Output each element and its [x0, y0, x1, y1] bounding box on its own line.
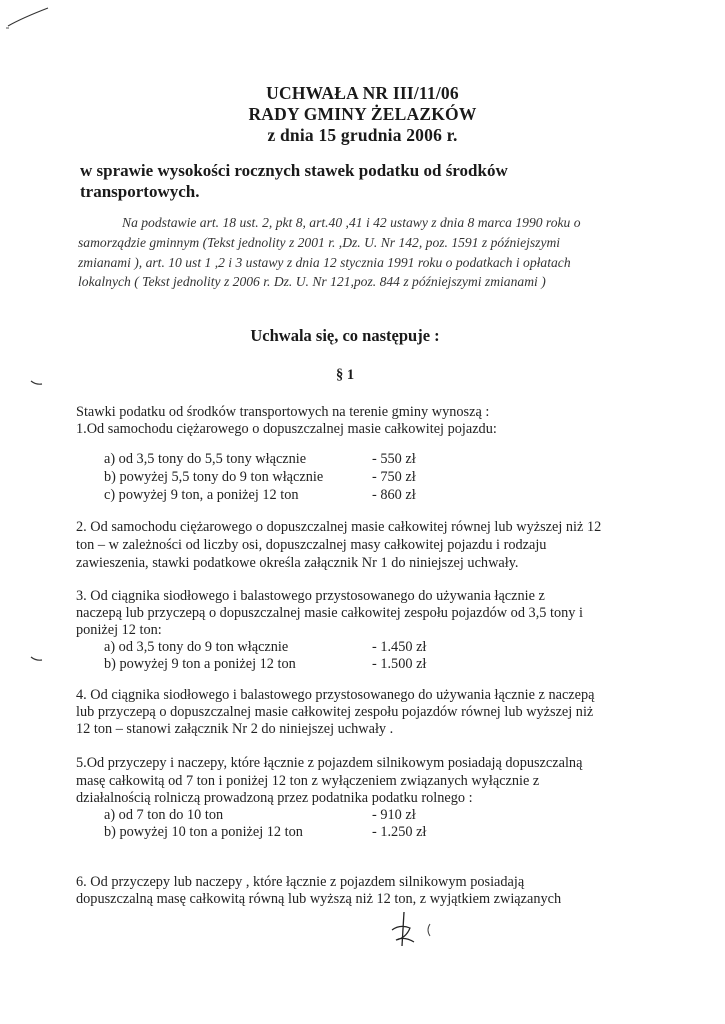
margin-tick-mark	[30, 654, 44, 664]
section-5-item-b: b) powyżej 10 ton a poniżej 12 ton	[104, 824, 303, 840]
legal-basis-line-1: Na podstawie art. 18 ust. 2, pkt 8, art.40 ,41 i 42 ustawy z dnia 8 marca 1990 roku o	[122, 215, 581, 230]
section-5-value-b: - 1.250 zł	[372, 824, 427, 840]
section-2-line-1: 2. Od samochodu ciężarowego o dopuszczalnej masie całkowitej równej lub wyższej niż 12	[76, 519, 602, 535]
margin-tick-mark	[30, 378, 44, 388]
section-3-value-b: - 1.500 zł	[372, 656, 427, 672]
section-1-value-a: - 550 zł	[372, 451, 416, 467]
pen-stroke-mark	[4, 4, 50, 32]
section-1-value-b: - 750 zł	[372, 469, 416, 485]
section-4-line-2: lub przyczepą o dopuszczalnej masie całkowitej zespołu pojazdów równej lub wyższej niż	[76, 704, 594, 720]
section-1-text: 1.Od samochodu ciężarowego o dopuszczalnej masie całkowitej pojazdu:	[76, 421, 497, 437]
section-5-value-a: - 910 zł	[372, 807, 416, 823]
section-6-line-1: 6. Od przyczepy lub naczepy , które łącznie z pojazdem silnikowym posiadają	[76, 874, 525, 890]
section-4-line-1: 4. Od ciągnika siodłowego i balastowego przystosowanego do używania łącznie z naczepą	[76, 687, 595, 703]
section-3-item-b: b) powyżej 9 ton a poniżej 12 ton	[104, 656, 296, 672]
section-2-line-2: ton – w zależności od liczby osi, dopuszczalnej masy całkowitej pojazdu i rodzaju	[76, 537, 547, 553]
initials-signature-mark	[380, 908, 440, 950]
section-1-value-c: - 860 zł	[372, 487, 416, 503]
section-1-item-c: c) powyżej 9 ton, a poniżej 12 ton	[104, 487, 299, 503]
council-name: RADY GMINY ŻELAZKÓW	[248, 104, 477, 124]
section-4-line-3: 12 ton – stanowi załącznik Nr 2 do niniejszej uchwały .	[76, 721, 394, 737]
section-3-line-2: naczepą lub przyczepą o dopuszczalnej masie całkowitej zespołu pojazdów od 3,5 tony i	[76, 605, 583, 621]
paragraph-sign: § 1	[335, 367, 355, 383]
resolution-date: z dnia 15 grudnia 2006 r.	[267, 125, 458, 145]
legal-basis-line-4: lokalnych ( Tekst jednolity z 2006 r. Dz. U. Nr 121,poz. 844 z późniejszymi zmianami )	[78, 274, 546, 289]
subject-line-1: w sprawie wysokości rocznych stawek podatku od środków	[80, 161, 508, 180]
intro-text: Stawki podatku od środków transportowych na terenie gminy wynoszą :	[76, 404, 490, 420]
section-3-line-1: 3. Od ciągnika siodłowego i balastowego przystosowanego do używania łącznie z	[76, 588, 545, 604]
section-5-line-3: działalnością rolniczą prowadzoną przez podatnika podatku rolnego :	[76, 790, 473, 806]
resolution-number: UCHWAŁA NR III/11/06	[266, 83, 459, 103]
section-5-item-a: a) od 7 ton do 10 ton	[104, 807, 224, 823]
section-3-item-a: a) od 3,5 tony do 9 ton włącznie	[104, 639, 289, 655]
section-1-item-a: a) od 3,5 tony do 5,5 tony włącznie	[104, 451, 307, 467]
section-1-item-b: b) powyżej 5,5 tony do 9 ton włącznie	[104, 469, 324, 485]
section-3-line-3: poniżej 12 ton:	[76, 622, 162, 638]
subject-line-2: transportowych.	[80, 182, 200, 201]
section-6-line-2: dopuszczalną masę całkowitą równą lub wyższą niż 12 ton, z wyjątkiem związanych	[76, 891, 562, 907]
section-3-value-a: - 1.450 zł	[372, 639, 427, 655]
section-5-line-2: masę całkowitą od 7 ton i poniżej 12 ton z wyłączeniem związanych wyłącznie z	[76, 773, 540, 789]
section-2-line-3: zawieszenia, stawki podatkowe określa załącznik Nr 1 do niniejszej uchwały.	[76, 555, 519, 571]
section-5-line-1: 5.Od przyczepy i naczepy, które łącznie z pojazdem silnikowym posiadają dopuszczalną	[76, 755, 583, 771]
resolution-heading: Uchwala się, co następuje :	[250, 326, 440, 345]
legal-basis-line-3: zmianami ), art. 10 ust 1 ,2 i 3 ustawy z dnia 12 stycznia 1991 roku o podatkach i opłatach	[78, 255, 571, 270]
legal-basis-line-2: samorządzie gminnym (Tekst jednolity z 2001 r. ,Dz. U. Nr 142, poz. 1591 z późniejszymi	[78, 235, 561, 250]
